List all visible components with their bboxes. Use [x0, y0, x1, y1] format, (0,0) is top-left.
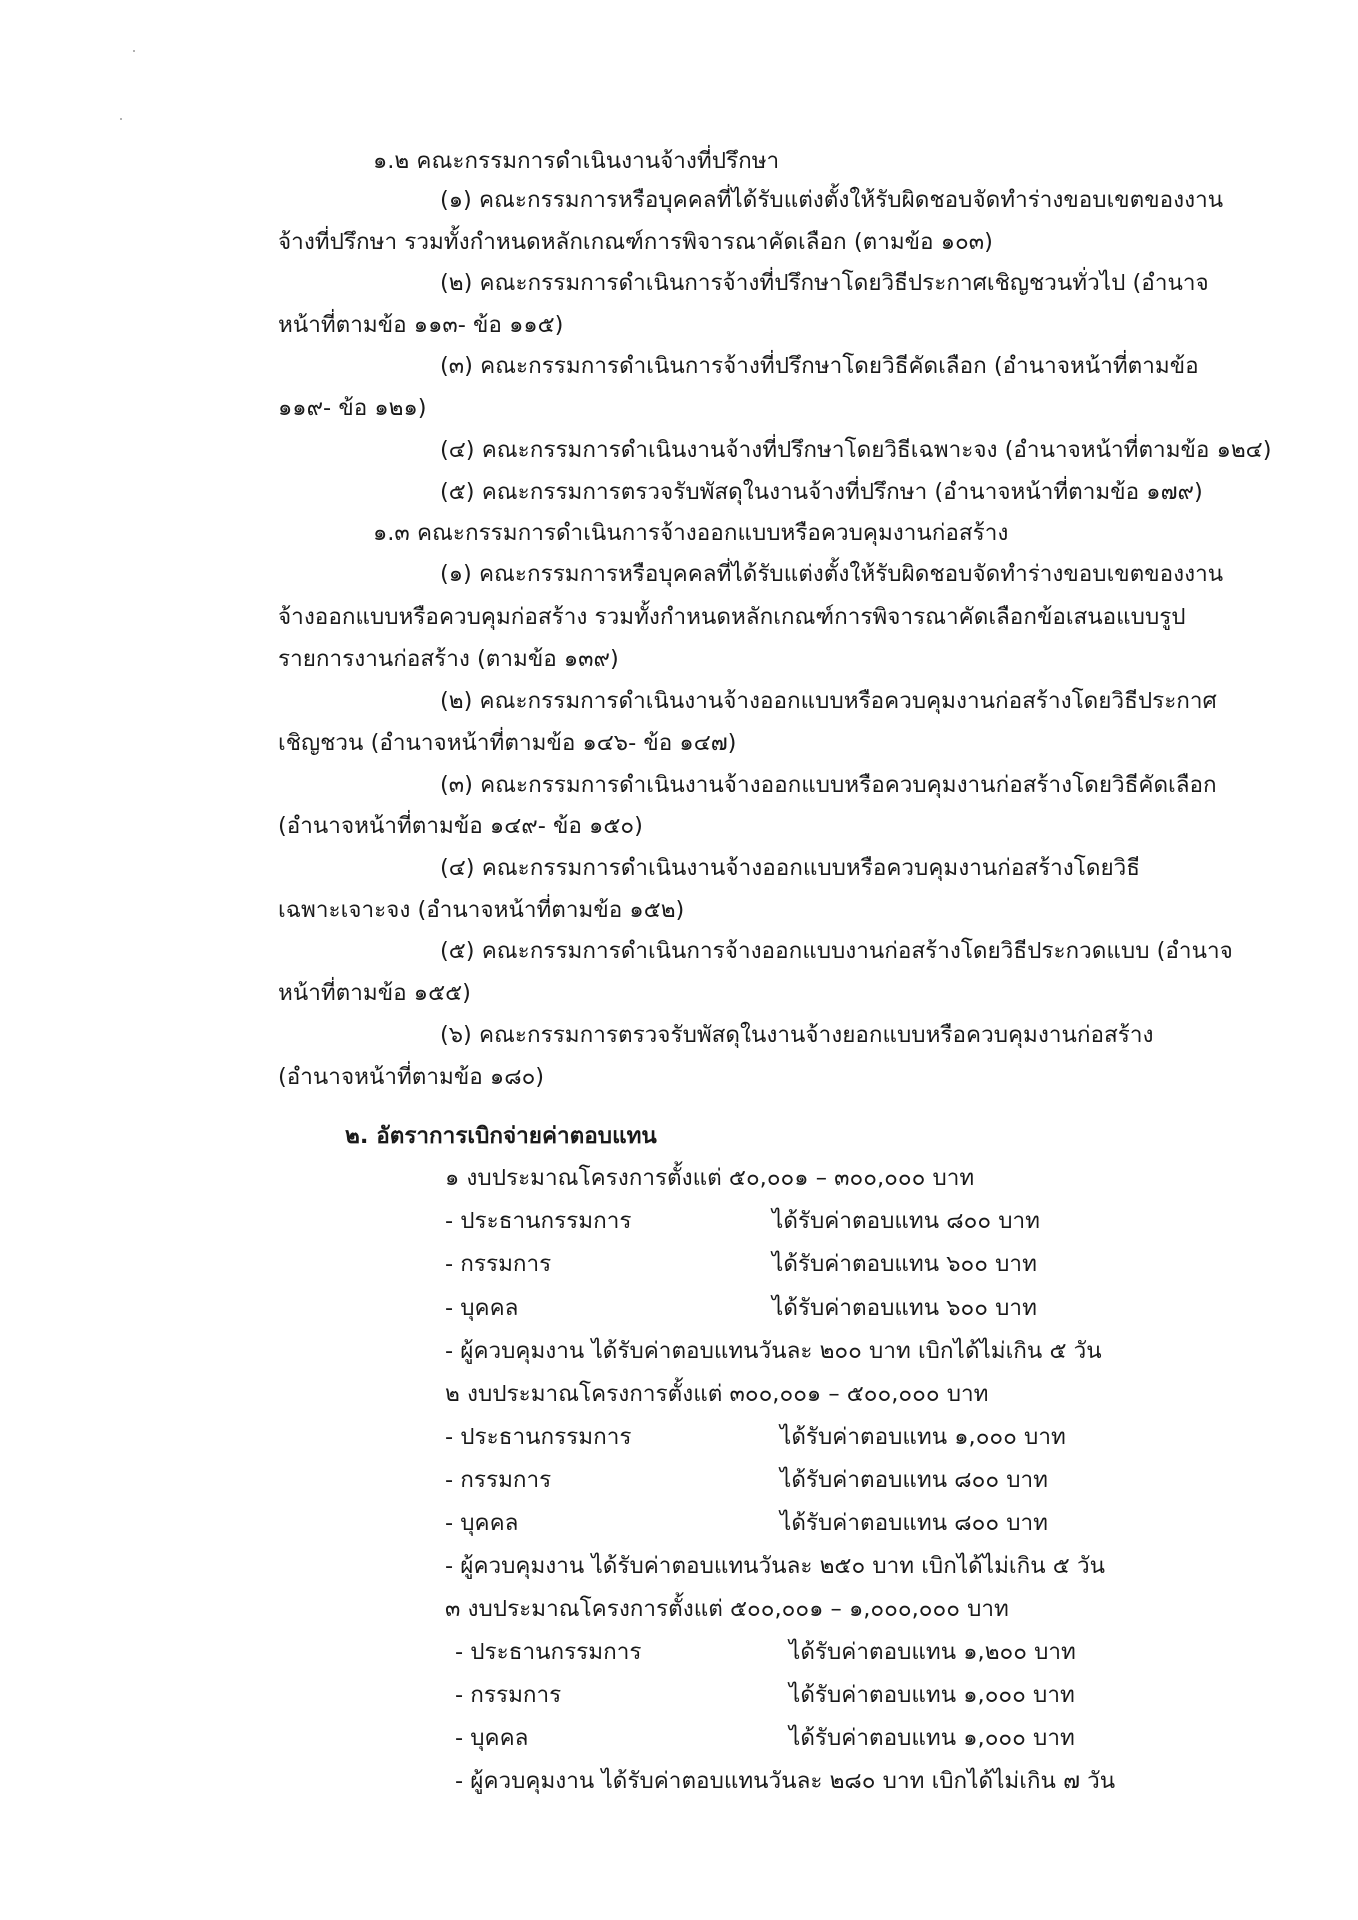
item-1-3-1-line2: จ้างออกแบบหรือควบคุมก่อสร้าง รวมทั้งกำหนดหลักเกณฑ์การพิจารณาคัดเลือกข้อเสนอแบบรูป — [278, 604, 1186, 630]
item-1-3-4-line1: (๔) คณะกรรมการดำเนินงานจ้างออกแบบหรือควบคุมงานก่อสร้างโดยวิธี — [440, 855, 1141, 881]
tier-3-chairman-role: - ประธานกรรมการ — [455, 1639, 642, 1665]
item-1-3-1-line3: รายการงานก่อสร้าง (ตามข้อ ๑๓๙) — [278, 646, 619, 672]
item-1-2-3-line1: (๓) คณะกรรมการดำเนินการจ้างที่ปรึกษาโดยวิธีคัดเลือก (อำนาจหน้าที่ตามข้อ — [440, 353, 1199, 379]
tier-3-person-role: - บุคคล — [455, 1725, 529, 1751]
item-1-2-1-line1: (๑) คณะกรรมการหรือบุคคลที่ได้รับแต่งตั้งให้รับผิดชอบจัดทำร่างขอบเขตของงาน — [440, 187, 1224, 213]
item-1-3-6-line1: (๖) คณะกรรมการตรวจรับพัสดุในงานจ้างยอกแบบหรือควบคุมงานก่อสร้าง — [440, 1022, 1154, 1048]
item-1-3-2-line1: (๒) คณะกรรมการดำเนินงานจ้างออกแบบหรือควบคุมงานก่อสร้างโดยวิธีประกาศ — [440, 688, 1217, 714]
item-1-3-5-line1: (๕) คณะกรรมการดำเนินการจ้างออกแบบงานก่อสร้างโดยวิธีประกวดแบบ (อำนาจ — [440, 938, 1233, 964]
tier-1-member-amount: ได้รับค่าตอบแทน ๖๐๐ บาท — [772, 1251, 1037, 1277]
scan-speck — [133, 50, 135, 52]
tier-3-member-amount: ได้รับค่าตอบแทน ๑,๐๐๐ บาท — [789, 1682, 1075, 1708]
tier-1-person-amount: ได้รับค่าตอบแทน ๖๐๐ บาท — [772, 1295, 1037, 1321]
item-1-3-6-line2: (อำนาจหน้าที่ตามข้อ ๑๘๐) — [278, 1064, 545, 1090]
item-1-3-3-line2: (อำนาจหน้าที่ตามข้อ ๑๔๙- ข้อ ๑๕๐) — [278, 813, 643, 839]
item-1-2-2-line1: (๒) คณะกรรมการดำเนินการจ้างที่ปรึกษาโดยวิธีประกาศเชิญชวนทั่วไป (อำนาจ — [440, 270, 1209, 296]
tier-2-person-role: - บุคคล — [445, 1510, 519, 1536]
tier-1-supervisor: - ผู้ควบคุมงาน ได้รับค่าตอบแทนวันละ ๒๐๐ บาท เบิกได้ไม่เกิน ๕ วัน — [445, 1338, 1102, 1364]
tier-1-member-role: - กรรมการ — [445, 1251, 552, 1277]
tier-1-title: ๑ งบประมาณโครงการตั้งแต่ ๕๐,๐๐๑ – ๓๐๐,๐๐๐ บาท — [445, 1165, 975, 1191]
tier-2-chairman-amount: ได้รับค่าตอบแทน ๑,๐๐๐ บาท — [780, 1424, 1066, 1450]
item-1-2-2-line2: หน้าที่ตามข้อ ๑๑๓- ข้อ ๑๑๕) — [278, 312, 564, 338]
tier-1-person-role: - บุคคล — [445, 1295, 519, 1321]
tier-3-person-amount: ได้รับค่าตอบแทน ๑,๐๐๐ บาท — [789, 1725, 1075, 1751]
item-1-2-1-line2: จ้างที่ปรึกษา รวมทั้งกำหนดหลักเกณฑ์การพิจารณาคัดเลือก (ตามข้อ ๑๐๓) — [278, 229, 993, 255]
item-1-3-1-line1: (๑) คณะกรรมการหรือบุคคลที่ได้รับแต่งตั้งให้รับผิดชอบจัดทำร่างขอบเขตของงาน — [440, 561, 1224, 587]
item-1-3-3-line1: (๓) คณะกรรมการดำเนินงานจ้างออกแบบหรือควบคุมงานก่อสร้างโดยวิธีคัดเลือก — [440, 772, 1217, 798]
tier-2-chairman-role: - ประธานกรรมการ — [445, 1424, 632, 1450]
tier-2-supervisor: - ผู้ควบคุมงาน ได้รับค่าตอบแทนวันละ ๒๕๐ บาท เบิกได้ไม่เกิน ๕ วัน — [445, 1553, 1105, 1579]
tier-3-member-role: - กรรมการ — [455, 1682, 562, 1708]
item-1-2-5-line1: (๕) คณะกรรมการตรวจรับพัสดุในงานจ้างที่ปรึกษา (อำนาจหน้าที่ตามข้อ ๑๗๙) — [440, 479, 1203, 505]
tier-3-chairman-amount: ได้รับค่าตอบแทน ๑,๒๐๐ บาท — [789, 1639, 1076, 1665]
section-1-3-heading: ๑.๓ คณะกรรมการดำเนินการจ้างออกแบบหรือควบคุมงานก่อสร้าง — [373, 520, 1009, 546]
tier-3-supervisor: - ผู้ควบคุมงาน ได้รับค่าตอบแทนวันละ ๒๘๐ บาท เบิกได้ไม่เกิน ๗ วัน — [455, 1768, 1116, 1794]
scan-speck — [120, 118, 122, 120]
tier-2-person-amount: ได้รับค่าตอบแทน ๘๐๐ บาท — [780, 1510, 1048, 1536]
tier-1-chairman-role: - ประธานกรรมการ — [445, 1208, 632, 1234]
item-1-2-4-line1: (๔) คณะกรรมการดำเนินงานจ้างที่ปรึกษาโดยวิธีเฉพาะจง (อำนาจหน้าที่ตามข้อ ๑๒๔) — [440, 437, 1272, 463]
item-1-3-4-line2: เฉพาะเจาะจง (อำนาจหน้าที่ตามข้อ ๑๕๒) — [278, 897, 685, 923]
tier-2-member-amount: ได้รับค่าตอบแทน ๘๐๐ บาท — [780, 1467, 1048, 1493]
item-1-3-2-line2: เชิญชวน (อำนาจหน้าที่ตามข้อ ๑๔๖- ข้อ ๑๔๗) — [278, 730, 737, 756]
tier-3-title: ๓ งบประมาณโครงการตั้งแต่ ๕๐๐,๐๐๑ – ๑,๐๐๐,๐๐๐ บาท — [445, 1596, 1009, 1622]
tier-2-title: ๒ งบประมาณโครงการตั้งแต่ ๓๐๐,๐๐๑ – ๕๐๐,๐๐๐ บาท — [445, 1381, 989, 1407]
tier-1-chairman-amount: ได้รับค่าตอบแทน ๘๐๐ บาท — [772, 1208, 1040, 1234]
section-1-2-heading: ๑.๒ คณะกรรมการดำเนินงานจ้างที่ปรึกษา — [373, 148, 780, 174]
item-1-2-3-line2: ๑๑๙- ข้อ ๑๒๑) — [278, 395, 427, 421]
section-2-heading: ๒. อัตราการเบิกจ่ายค่าตอบแทน — [345, 1123, 657, 1149]
tier-2-member-role: - กรรมการ — [445, 1467, 552, 1493]
item-1-3-5-line2: หน้าที่ตามข้อ ๑๕๕) — [278, 980, 471, 1006]
